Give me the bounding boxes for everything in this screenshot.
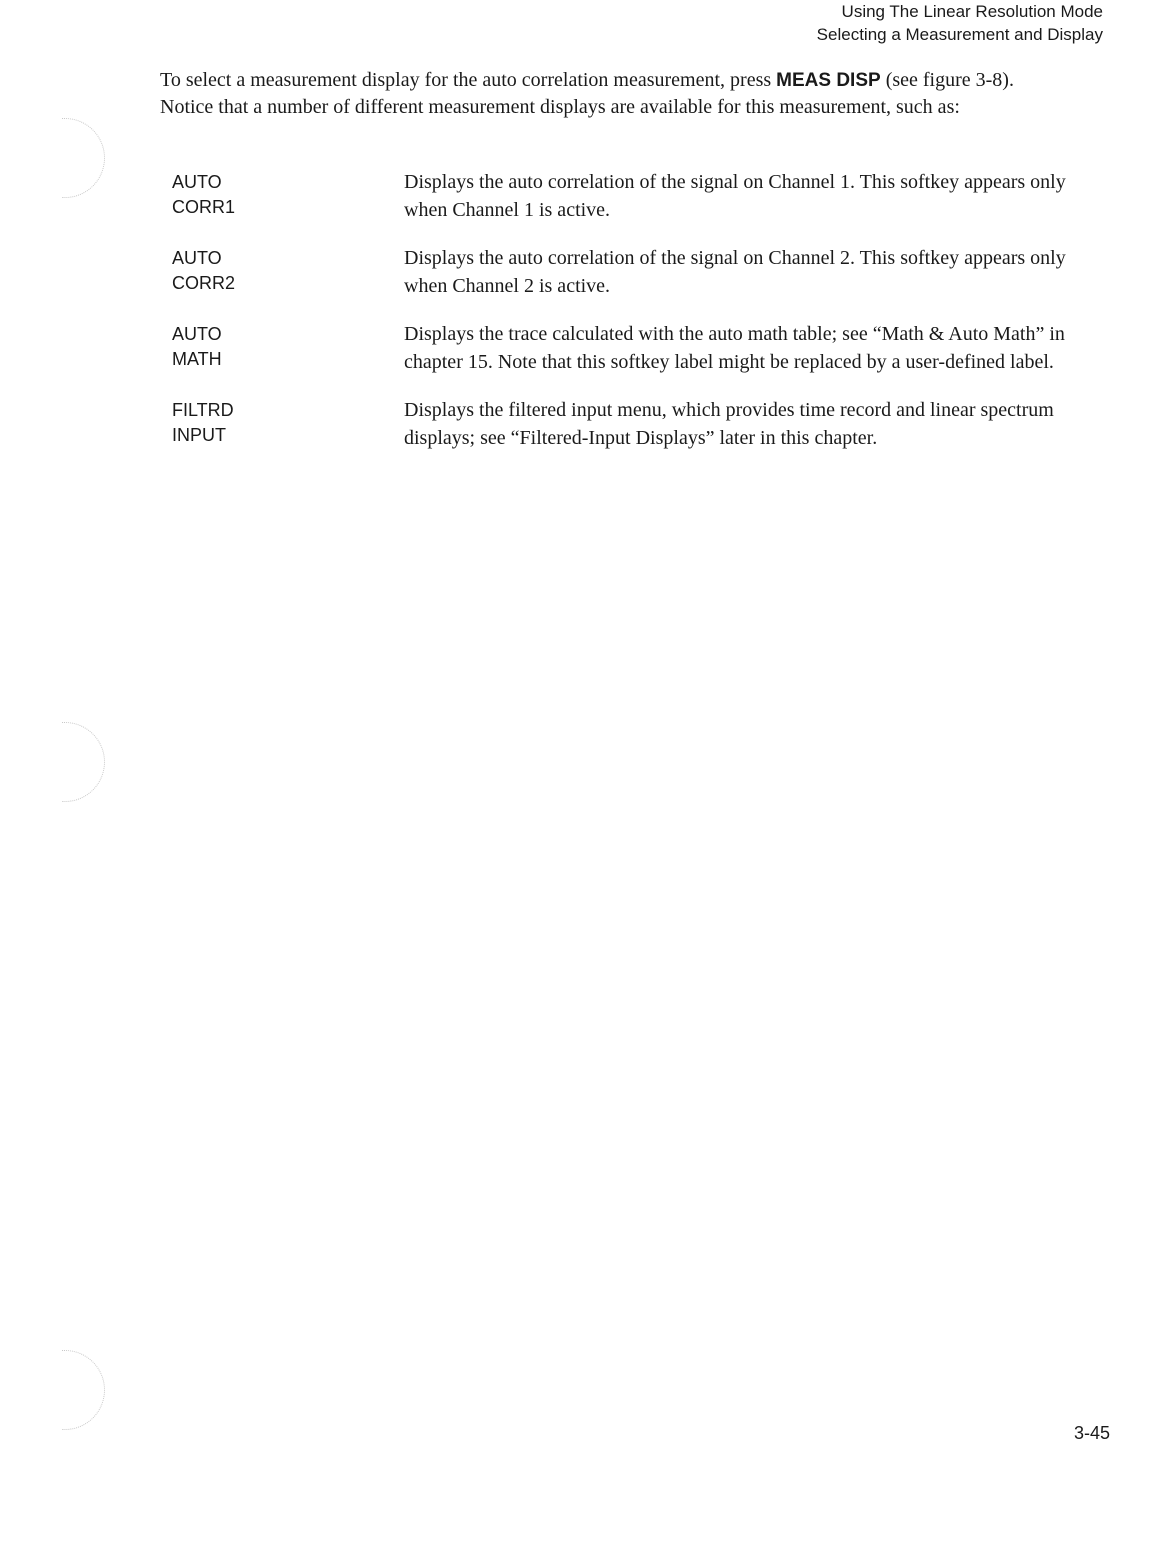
intro-paragraph xyxy=(160,67,1060,121)
softkey-description: Displays the auto correlation of the signal on Channel 1. This softkey appears only when Channel 1 is active. xyxy=(404,171,1066,221)
softkey-label-line1: AUTO xyxy=(172,324,222,344)
binder-hole-mark-middle xyxy=(62,722,105,802)
softkey-label-line2: MATH xyxy=(172,349,222,369)
softkey-entry-filtrd-input xyxy=(172,396,1082,452)
header-chapter-title: Using The Linear Resolution Mode xyxy=(841,2,1103,21)
softkey-entry-auto-corr1 xyxy=(172,168,1082,224)
intro-text-start: To select a measurement display for the auto correlation measurement, press xyxy=(160,69,777,91)
binder-hole-mark-bottom xyxy=(62,1350,105,1430)
binder-hole-mark-top xyxy=(62,118,105,198)
softkey-label-line1: AUTO xyxy=(172,248,222,268)
header-section-title: Selecting a Measurement and Display xyxy=(816,25,1103,44)
softkey-entry-auto-math xyxy=(172,320,1082,376)
page-number: 3-45 xyxy=(1073,1423,1110,1443)
softkey-label-line2: CORR1 xyxy=(172,197,236,217)
softkey-description: Displays the filtered input menu, which provides time record and linear spectrum displays; see “Filtered-Input Displays” later in this chapter. xyxy=(404,399,1054,449)
softkey-entry-auto-corr2 xyxy=(172,244,1082,300)
softkey-label xyxy=(172,244,404,300)
softkey-label xyxy=(172,320,404,376)
running-header xyxy=(817,0,1103,46)
softkey-label-line2: INPUT xyxy=(172,425,226,445)
softkey-label xyxy=(172,396,404,452)
softkey-label-line1: AUTO xyxy=(172,172,222,192)
meas-disp-key-name: MEAS DISP xyxy=(776,70,881,91)
intro-text-end: (see figure 3-8). Notice that a number of different measurement displays are available for this measurement, such as: xyxy=(160,69,1014,118)
softkey-label-line2: CORR2 xyxy=(172,273,236,293)
softkey-label xyxy=(172,168,404,224)
softkey-description: Displays the auto correlation of the signal on Channel 2. This softkey appears only when Channel 2 is active. xyxy=(404,247,1066,297)
softkey-label-line1: FILTRD xyxy=(172,400,234,420)
softkey-list xyxy=(172,168,1082,472)
softkey-description: Displays the trace calculated with the auto math table; see “Math & Auto Math” in chapter 15. Note that this softkey label might be replaced by a user-defined label. xyxy=(404,323,1065,373)
